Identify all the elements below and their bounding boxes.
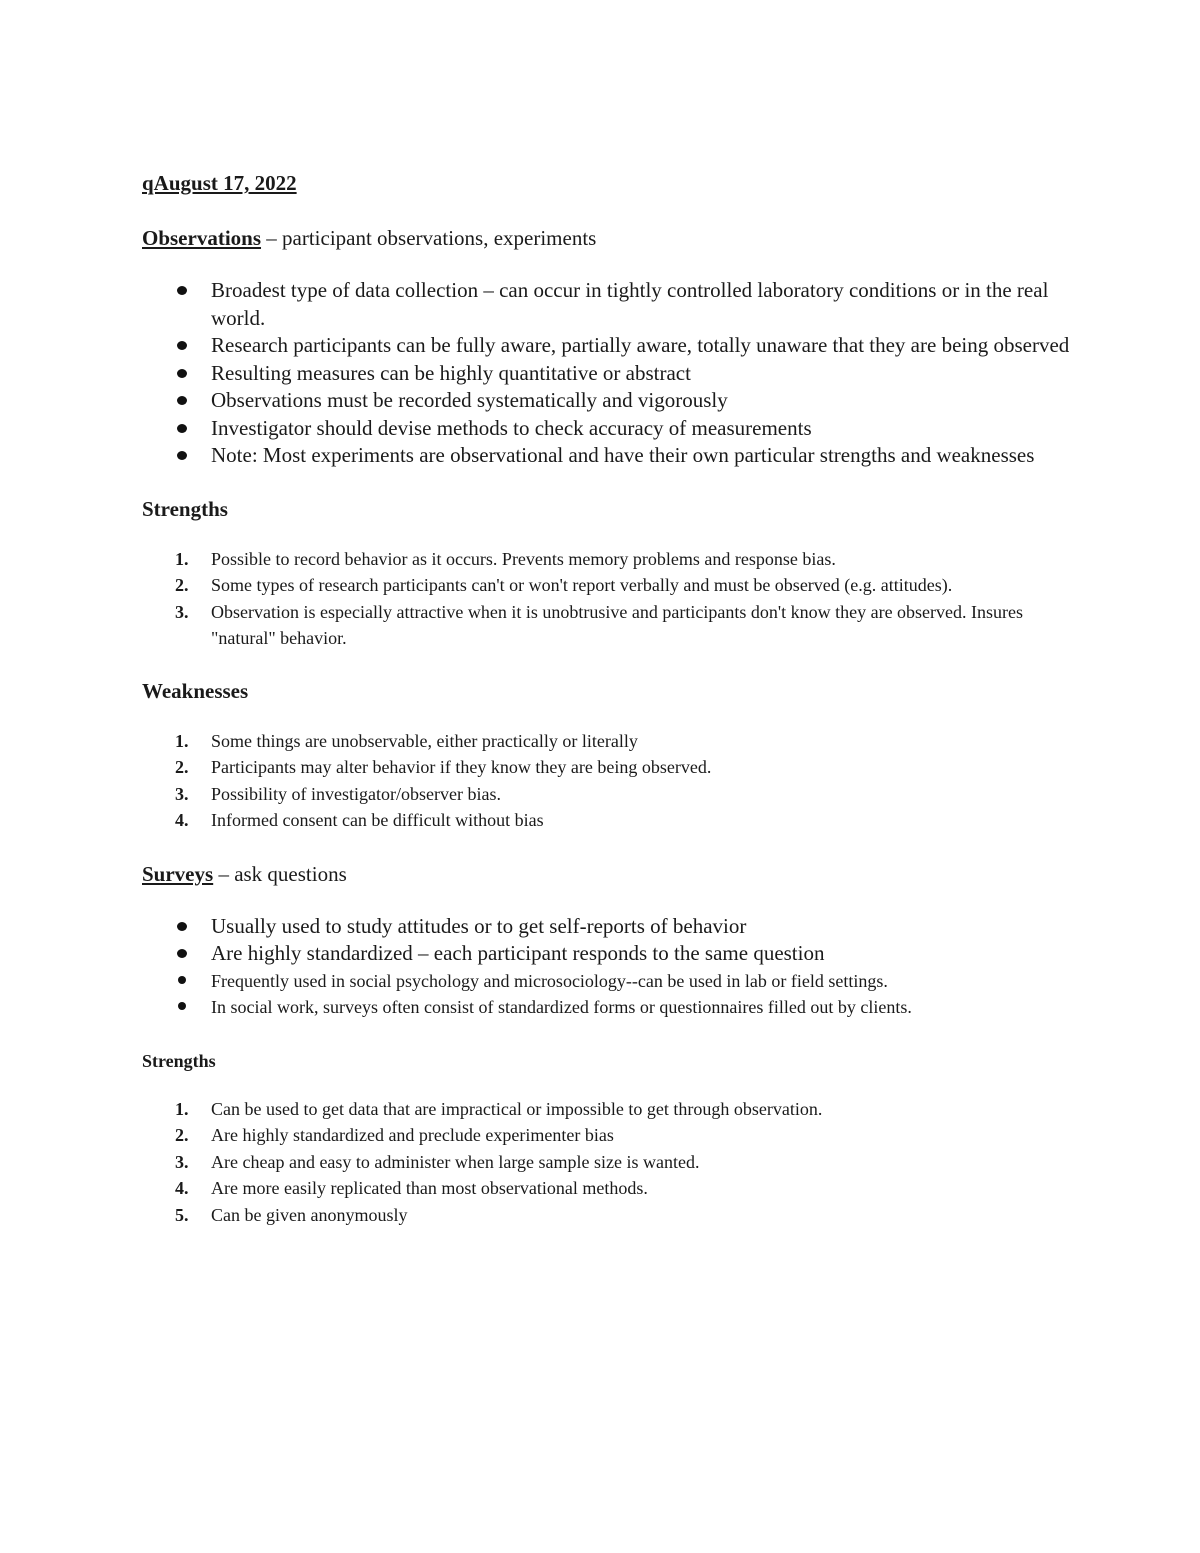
observations-weaknesses-heading: Weaknesses bbox=[142, 678, 249, 703]
list-item: 3. Possibility of investigator/observer bias. bbox=[175, 783, 501, 804]
bullet-icon bbox=[178, 1002, 186, 1010]
observations-weaknesses-list bbox=[142, 728, 1072, 834]
bullet-icon bbox=[177, 424, 187, 433]
list-item: 2. Are highly standardized and preclude experimenter bias bbox=[175, 1125, 614, 1145]
list-item: Note: Most experiments are observational and have their own particular strengths and weaknesses bbox=[142, 442, 1072, 470]
bullet-icon bbox=[177, 451, 187, 460]
bullet-icon bbox=[177, 922, 187, 931]
surveys-strengths-list bbox=[142, 1096, 1072, 1229]
list-item: Broadest type of data collection – can occur in tightly controlled laboratory conditions or in the real world. bbox=[142, 277, 1072, 332]
list-item: 1. Some things are unobservable, either practically or literally bbox=[175, 730, 638, 751]
bullet-icon bbox=[177, 396, 187, 405]
list-item: Are highly standardized – each participant responds to the same question bbox=[142, 940, 1072, 968]
list-item: 4. Are more easily replicated than most observational methods. bbox=[175, 1178, 648, 1198]
bullet-icon bbox=[177, 369, 187, 378]
list-item: Observations must be recorded systematically and vigorously bbox=[142, 387, 1072, 415]
observations-heading bbox=[142, 223, 1072, 253]
list-item: 2. Participants may alter behavior if they know they are being observed. bbox=[175, 757, 712, 777]
document-date: qAugust 17, 2022 bbox=[142, 171, 297, 195]
surveys-bullet-list bbox=[142, 913, 1072, 968]
list-item: 1. Possible to record behavior as it occurs. Prevents memory problems and response bias. bbox=[175, 548, 836, 569]
bullet-icon bbox=[177, 341, 187, 350]
document-page bbox=[142, 168, 1072, 1228]
bullet-icon bbox=[177, 949, 187, 958]
observations-strengths-heading: Strengths bbox=[142, 496, 228, 521]
list-item: Investigator should devise methods to check accuracy of measurements bbox=[142, 415, 1072, 443]
list-item: Resulting measures can be highly quantitative or abstract bbox=[142, 360, 1072, 388]
bullet-icon bbox=[178, 976, 186, 984]
surveys-heading bbox=[142, 859, 1072, 889]
list-item: Usually used to study attitudes or to get self-reports of behavior bbox=[142, 913, 1072, 941]
list-item: 1. Can be used to get data that are impractical or impossible to get through observation. bbox=[175, 1098, 823, 1119]
list-item: 3. Observation is especially attractive when it is unobtrusive and participants don't know they are observed. Insures "natural" behavior. bbox=[175, 601, 1024, 648]
list-item: In social work, surveys often consist of standardized forms or questionnaires filled out by clients. bbox=[142, 994, 1072, 1020]
list-item: Frequently used in social psychology and microsociology--can be used in lab or field settings. bbox=[142, 968, 1072, 994]
observations-title: Observations bbox=[142, 226, 262, 250]
observations-subtitle: – participant observations, experiments bbox=[261, 226, 597, 250]
observations-strengths-list bbox=[142, 546, 1072, 652]
list-item: Research participants can be fully aware, partially aware, totally unaware that they are being observed bbox=[142, 332, 1072, 360]
list-item: 5. Can be given anonymously bbox=[175, 1204, 408, 1225]
surveys-subtitle: – ask questions bbox=[213, 861, 347, 886]
list-item: 3. Are cheap and easy to administer when large sample size is wanted. bbox=[175, 1151, 700, 1172]
list-item: 4. Informed consent can be difficult without bias bbox=[175, 810, 544, 830]
bullet-icon bbox=[177, 286, 187, 295]
surveys-bullet-list-small bbox=[142, 968, 1072, 1020]
surveys-title: Surveys bbox=[142, 861, 214, 886]
surveys-strengths-heading: Strengths bbox=[142, 1050, 216, 1071]
observations-bullet-list bbox=[142, 277, 1072, 470]
list-item: 2. Some types of research participants can't or won't report verbally and must be observed (e.g. attitudes). bbox=[175, 575, 953, 595]
